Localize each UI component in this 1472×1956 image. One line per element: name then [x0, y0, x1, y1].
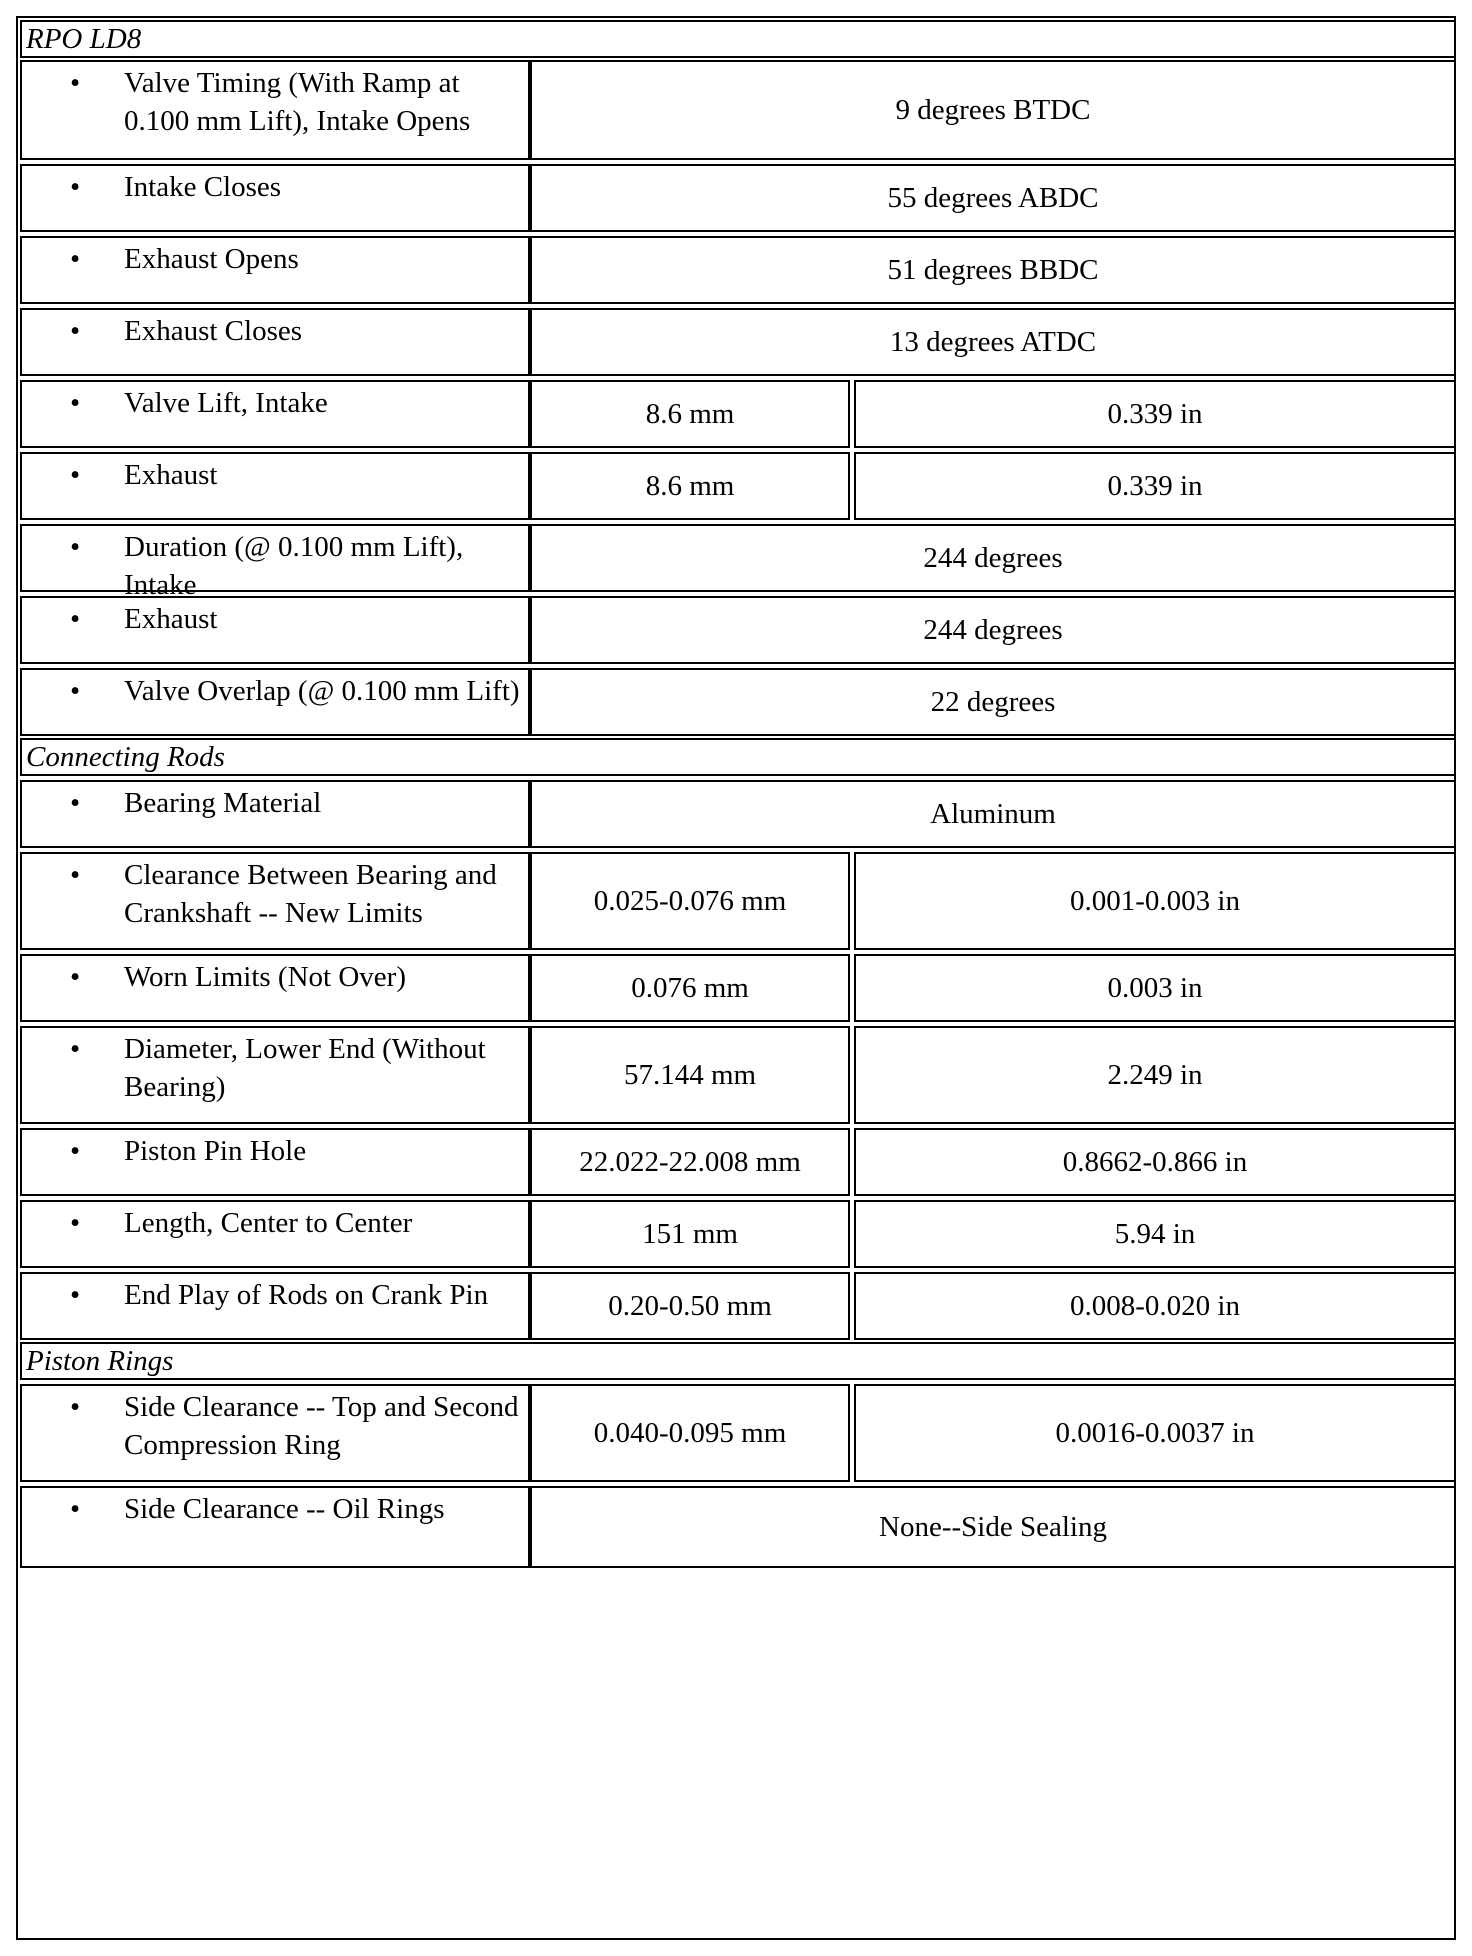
spec-label-cell [20, 852, 530, 950]
spec-label-cell [20, 954, 530, 1022]
spec-value: Aluminum [530, 780, 1456, 848]
bullet-icon: • [70, 1207, 81, 1239]
spec-label-cell [20, 668, 530, 736]
spec-label-cell [20, 1026, 530, 1124]
spec-label-cell [20, 308, 530, 376]
spec-english-value: 0.339 in [854, 452, 1456, 520]
bullet-icon: • [70, 859, 81, 891]
spec-label-line: Compression Ring [124, 1429, 341, 1461]
spec-value: 9 degrees BTDC [530, 60, 1456, 160]
spec-label-line: Exhaust Closes [124, 315, 303, 347]
spec-value: 55 degrees ABDC [530, 164, 1456, 232]
spec-label-line: Valve Timing (With Ramp at [124, 67, 460, 99]
bullet-icon: • [70, 1033, 81, 1065]
spec-label-line: Valve Lift, Intake [124, 387, 328, 419]
spec-metric-value: 0.040-0.095 mm [530, 1384, 850, 1482]
bullet-icon: • [70, 675, 81, 707]
bullet-icon: • [70, 603, 81, 635]
spec-metric-value: 0.20-0.50 mm [530, 1272, 850, 1340]
spec-value: 244 degrees [530, 596, 1456, 664]
spec-label-line: End Play of Rods on Crank Pin [124, 1279, 489, 1311]
spec-label-line: Side Clearance -- Top and Second [124, 1391, 519, 1423]
section-header-rpo-ld8: RPO LD8 [20, 20, 1456, 58]
spec-english-value: 0.339 in [854, 380, 1456, 448]
spec-label-line: Exhaust [124, 603, 218, 635]
section-header-connecting-rods: Connecting Rods [20, 738, 1456, 776]
spec-label-cell [20, 452, 530, 520]
spec-metric-value: 0.025-0.076 mm [530, 852, 850, 950]
spec-english-value: 5.94 in [854, 1200, 1456, 1268]
spec-label-cell [20, 524, 530, 601]
bullet-icon: • [70, 1135, 81, 1167]
spec-label-line: Side Clearance -- Oil Rings [124, 1493, 445, 1525]
spec-metric-value: 8.6 mm [530, 452, 850, 520]
bullet-icon: • [70, 243, 81, 275]
spec-table [16, 16, 1456, 1940]
spec-label-line: Duration (@ 0.100 mm Lift), Intake [124, 531, 464, 601]
spec-label-line: 0.100 mm Lift), Intake Opens [124, 105, 471, 137]
spec-label-cell [20, 164, 530, 232]
spec-metric-value: 8.6 mm [530, 380, 850, 448]
spec-value: 244 degrees [530, 524, 1456, 592]
spec-label-cell [20, 236, 530, 304]
spec-english-value: 0.001-0.003 in [854, 852, 1456, 950]
spec-label-cell [20, 1384, 530, 1482]
spec-value: None--Side Sealing [530, 1486, 1456, 1568]
spec-label-cell [20, 596, 530, 664]
spec-label-line: Diameter, Lower End (Without [124, 1033, 486, 1065]
spec-label-line: Exhaust Opens [124, 243, 299, 275]
spec-label-cell [20, 1272, 530, 1340]
spec-label-line: Piston Pin Hole [124, 1135, 307, 1167]
spec-metric-value: 57.144 mm [530, 1026, 850, 1124]
spec-label-cell [20, 60, 530, 160]
bullet-icon: • [70, 1391, 81, 1423]
bullet-icon: • [70, 459, 81, 491]
bullet-icon: • [70, 387, 81, 419]
spec-label-line: Length, Center to Center [124, 1207, 413, 1239]
section-header-piston-rings: Piston Rings [20, 1342, 1456, 1380]
spec-value: 13 degrees ATDC [530, 308, 1456, 376]
spec-label-line: Clearance Between Bearing and [124, 859, 497, 891]
spec-label-line: Intake Closes [124, 171, 282, 203]
spec-metric-value: 151 mm [530, 1200, 850, 1268]
bullet-icon: • [70, 787, 81, 819]
bullet-icon: • [70, 171, 81, 203]
spec-metric-value: 0.076 mm [530, 954, 850, 1022]
spec-english-value: 2.249 in [854, 1026, 1456, 1124]
spec-english-value: 0.0016-0.0037 in [854, 1384, 1456, 1482]
spec-label-line: Bearing Material [124, 787, 322, 819]
spec-english-value: 0.8662-0.866 in [854, 1128, 1456, 1196]
spec-label-line: Crankshaft -- New Limits [124, 897, 423, 929]
spec-english-value: 0.003 in [854, 954, 1456, 1022]
spec-label-line: Bearing) [124, 1071, 226, 1103]
spec-metric-value: 22.022-22.008 mm [530, 1128, 850, 1196]
bullet-icon: • [70, 531, 81, 563]
bullet-icon: • [70, 1493, 81, 1525]
bullet-icon: • [70, 961, 81, 993]
spec-value: 22 degrees [530, 668, 1456, 736]
bullet-icon: • [70, 315, 81, 347]
spec-label-cell [20, 380, 530, 448]
bullet-icon: • [70, 1279, 81, 1311]
spec-value: 51 degrees BBDC [530, 236, 1456, 304]
spec-label-line: Valve Overlap (@ 0.100 mm Lift) [124, 675, 520, 707]
bullet-icon: • [70, 67, 81, 99]
spec-label-cell [20, 1128, 530, 1196]
spec-label-line: Worn Limits (Not Over) [124, 961, 406, 993]
spec-label-cell [20, 1200, 530, 1268]
spec-english-value: 0.008-0.020 in [854, 1272, 1456, 1340]
spec-label-cell [20, 780, 530, 848]
spec-label-line: Exhaust [124, 459, 218, 491]
spec-label-cell [20, 1486, 530, 1568]
